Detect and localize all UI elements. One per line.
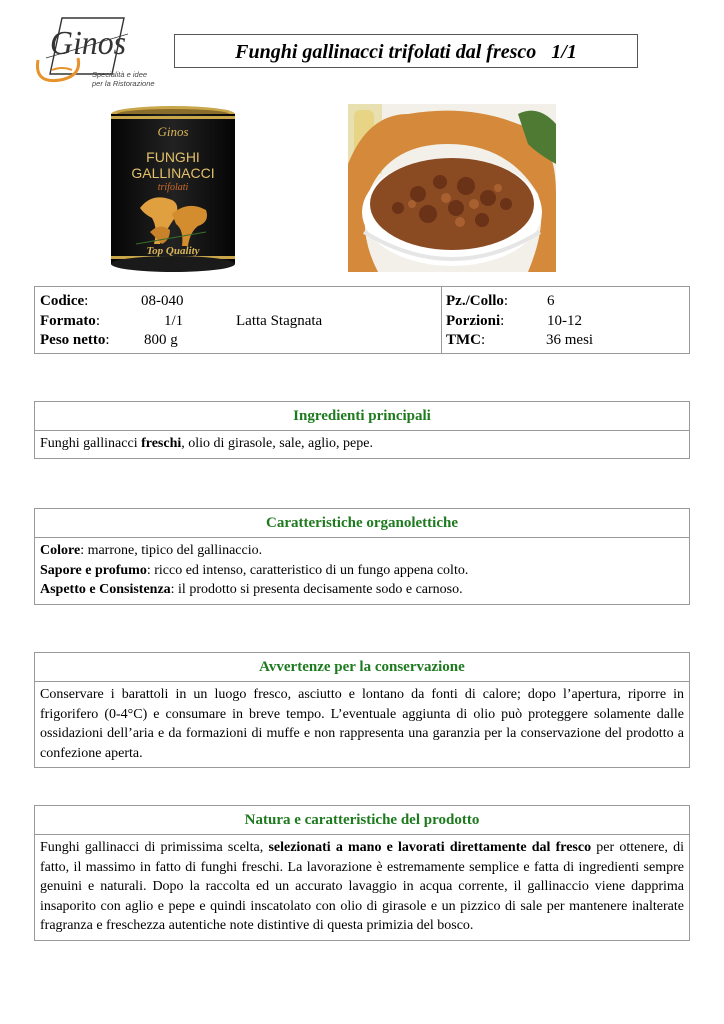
natura-text-before: Funghi gallinacci di primissima scelta, <box>40 840 269 855</box>
logo-tagline <box>92 70 155 88</box>
logo-tagline-2: per la Ristorazione <box>92 79 155 88</box>
spec-pz-label: Pz./Collo <box>446 293 504 309</box>
spec-peso-label: Peso netto <box>40 332 106 348</box>
section-avvertenze-body: Conservare i barattoli in un luogo fresco, asciutto e lontano da fonti di calore; dopo l’apertura, riporre in frigorifero (0-4°C) e consumare in breve tempo. L’eventuale aggiunta di olio può proteggere solamente dalle ossidazioni dell’aria e da formazioni di muffe e non rappresenta una garanzia per la conservazione del prodotto a confezione aperta. <box>40 687 684 761</box>
specs-divider <box>441 287 442 353</box>
ingredienti-text-before: Funghi gallinacci <box>40 436 142 451</box>
spec-formato-label: Formato <box>40 313 96 329</box>
colore-label: Colore <box>40 543 81 558</box>
sapore-label: Sapore e profumo <box>40 562 147 578</box>
spec-tmc-value: 36 mesi <box>546 332 594 348</box>
logo-brand: Ginos <box>50 25 126 62</box>
mushroom-bowl-photo <box>348 104 556 272</box>
section-organolettiche-body <box>35 538 689 604</box>
spec-colon: : <box>95 313 100 329</box>
ingredienti-text-after: , olio di girasole, sale, aglio, pepe. <box>181 436 373 451</box>
spec-porzioni-value: 10-12 <box>547 313 582 329</box>
can-bottom: Top Quality <box>146 245 200 257</box>
section-avvertenze <box>34 652 690 768</box>
spec-tmc <box>446 330 485 350</box>
product-specs-table <box>34 286 690 354</box>
section-natura-heading: Natura e caratteristiche del prodotto <box>35 806 689 835</box>
spec-codice <box>40 291 88 311</box>
section-ingredienti-body <box>35 431 689 458</box>
ingredienti-text-bold: freschi <box>141 436 182 451</box>
organolettiche-aspetto <box>40 580 684 600</box>
spec-codice-label: Codice <box>40 293 85 309</box>
natura-text-bold: selezionati a mano e lavorati direttamente dal fresco <box>268 840 592 855</box>
spec-codice-value: 08-040 <box>141 293 184 309</box>
spec-tmc-label: TMC <box>446 332 481 348</box>
section-natura-body <box>35 835 689 940</box>
can-brand: Ginos <box>157 124 189 139</box>
section-organolettiche-heading: Caratteristiche organolettiche <box>35 509 689 538</box>
spec-formato-value: 1/1 <box>164 313 184 329</box>
spec-colon: : <box>500 313 505 329</box>
page-title: Funghi gallinacci trifolati dal fresco 1/1 <box>235 41 577 63</box>
colore-text: : marrone, tipico del gallinaccio. <box>80 543 263 558</box>
section-ingredienti-heading: Ingredienti principali <box>35 402 689 431</box>
section-avvertenze-heading: Avvertenze per la conservazione <box>35 653 689 682</box>
spec-porzioni <box>446 311 504 331</box>
can-line1: FUNGHI <box>146 149 200 165</box>
spec-colon: : <box>503 293 509 309</box>
spec-peso-value: 800 g <box>144 332 178 348</box>
logo-tagline-1: Specialità e idee <box>92 70 148 79</box>
organolettiche-colore <box>40 541 684 561</box>
spec-peso <box>40 330 110 350</box>
spec-formato-extra: Latta Stagnata <box>236 313 323 329</box>
sapore-text: : ricco ed intenso, caratteristico di un fungo appena colto. <box>146 562 469 578</box>
spec-porzioni-label: Porzioni <box>446 313 501 329</box>
spec-colon: : <box>481 332 486 348</box>
spec-colon: : <box>105 332 110 348</box>
section-natura <box>34 805 690 941</box>
natura-text-after: per ottenere, di fatto, il massimo in fatto di funghi freschi. La lavorazione è estremamente semplice e fatta di ingredienti sempre genuini e naturali. Dopo la raccolta ed un accurato lavaggio in acqua corrente, il gallinaccio viene dapprima insaporito con aglio e pepe e quindi inscatolato con olio di girasole e un pizzico di sale per mantenere inalterate fragranza e freschezza autentiche note distintive di questa primizia del bosco. <box>40 840 684 933</box>
organolettiche-sapore <box>40 561 684 581</box>
can-line3: trifolati <box>157 182 189 193</box>
product-can-image <box>106 104 240 274</box>
section-organolettiche <box>34 508 690 605</box>
aspetto-text: : il prodotto si presenta decisamente sodo e carnoso. <box>170 582 463 597</box>
can-line2: GALLINACCI <box>131 165 215 181</box>
aspetto-label: Aspetto e Consistenza <box>40 582 171 597</box>
title-box <box>174 34 638 68</box>
spec-pz-value: 6 <box>547 293 555 309</box>
section-ingredienti <box>34 401 690 459</box>
spec-formato <box>40 311 100 331</box>
spec-pz <box>446 291 508 311</box>
spec-colon: : <box>84 293 89 309</box>
